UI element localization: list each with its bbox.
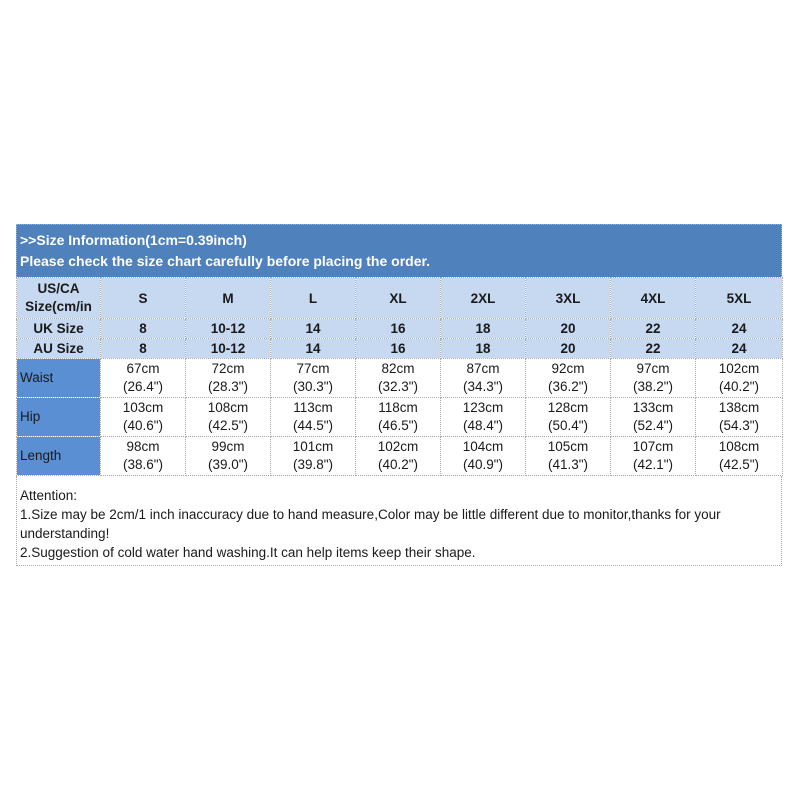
uk-size-cell: 14 [271,319,356,339]
waist-cell [441,359,526,398]
waist-cell [186,359,271,398]
length-cell [441,437,526,476]
au-size-cell: 20 [526,339,611,359]
length-inch: (39.0") [207,457,249,472]
waist-cell [356,359,441,398]
waist-label: Waist [17,359,101,398]
au-size-row [17,339,783,359]
au-size-label: AU Size [17,339,101,359]
hip-inch: (54.3") [718,418,760,433]
hip-inch: (42.5") [207,418,249,433]
length-cell [186,437,271,476]
uk-size-cell: 22 [611,319,696,339]
au-size-cell: 10-12 [186,339,271,359]
size-cell: 3XL [526,278,611,319]
us-size-label-line1: US/CA [37,281,80,296]
hip-cell [441,398,526,437]
length-inch: (38.6") [122,457,164,472]
length-cell [611,437,696,476]
au-size-cell: 8 [101,339,186,359]
size-cell: 2XL [441,278,526,319]
attention-line-1: 1.Size may be 2cm/1 inch inaccuracy due to hand measure,Color may be little different due to monitor,thanks for your understanding! [20,507,721,541]
attention-notes [16,476,782,566]
hip-label: Hip [17,398,101,437]
uk-size-cell: 18 [441,319,526,339]
hip-cell [696,398,783,437]
banner-subtitle: Please check the size chart carefully before placing the order. [20,253,431,269]
waist-cm: 92cm [551,361,585,376]
length-inch: (39.8") [292,457,334,472]
uk-size-cell: 10-12 [186,319,271,339]
size-info-banner [16,224,782,277]
us-size-label [17,278,101,319]
length-cm: 104cm [462,439,504,454]
attention-heading: Attention: [20,488,78,503]
hip-inch: (46.5") [377,418,419,433]
waist-inch: (36.2") [547,379,589,394]
size-cell: S [101,278,186,319]
banner-title: >>Size Information(1cm=0.39inch) [20,232,247,248]
length-inch: (40.9") [462,457,504,472]
hip-inch: (40.6") [122,418,164,433]
waist-cm: 67cm [126,361,160,376]
us-size-label-line2: Size(cm/in [25,299,92,314]
waist-inch: (28.3") [207,379,249,394]
length-cell [356,437,441,476]
length-cell [101,437,186,476]
hip-cell [526,398,611,437]
size-table [16,277,783,476]
hip-cell [356,398,441,437]
hip-cm: 128cm [547,400,589,415]
length-cm: 98cm [126,439,160,454]
length-cm: 101cm [292,439,334,454]
hip-inch: (48.4") [462,418,504,433]
au-size-cell: 16 [356,339,441,359]
waist-inch: (30.3") [292,379,334,394]
length-cell [526,437,611,476]
length-row [17,437,783,476]
au-size-cell: 18 [441,339,526,359]
waist-cm: 97cm [636,361,670,376]
waist-cm: 87cm [466,361,500,376]
size-cell: 5XL [696,278,783,319]
uk-size-row [17,319,783,339]
size-cell: XL [356,278,441,319]
waist-inch: (34.3") [462,379,504,394]
size-cell: M [186,278,271,319]
length-cm: 99cm [211,439,245,454]
uk-size-cell: 24 [696,319,783,339]
hip-cell [186,398,271,437]
length-cm: 102cm [377,439,419,454]
uk-size-label: UK Size [17,319,101,339]
size-cell: L [271,278,356,319]
hip-cm: 138cm [718,400,760,415]
uk-size-cell: 8 [101,319,186,339]
hip-cm: 123cm [462,400,504,415]
hip-cm: 133cm [632,400,674,415]
size-chart [16,224,782,566]
length-inch: (42.1") [632,457,674,472]
length-label: Length [17,437,101,476]
waist-cm: 77cm [296,361,330,376]
hip-cell [611,398,696,437]
au-size-cell: 22 [611,339,696,359]
waist-row [17,359,783,398]
uk-size-cell: 20 [526,319,611,339]
waist-inch: (40.2") [718,379,760,394]
hip-cell [101,398,186,437]
length-cm: 108cm [718,439,760,454]
length-cell [271,437,356,476]
hip-row [17,398,783,437]
hip-cell [271,398,356,437]
waist-inch: (26.4") [122,379,164,394]
length-cm: 105cm [547,439,589,454]
hip-inch: (52.4") [632,418,674,433]
length-inch: (42.5") [718,457,760,472]
waist-cell [271,359,356,398]
au-size-cell: 14 [271,339,356,359]
length-cell [696,437,783,476]
waist-inch: (32.3") [377,379,419,394]
au-size-cell: 24 [696,339,783,359]
hip-cm: 113cm [293,400,333,415]
waist-cell [696,359,783,398]
waist-cell [101,359,186,398]
waist-cell [611,359,696,398]
hip-cm: 118cm [378,400,418,415]
waist-cell [526,359,611,398]
waist-cm: 82cm [381,361,415,376]
length-inch: (41.3") [547,457,589,472]
length-cm: 107cm [632,439,674,454]
us-size-row [17,278,783,319]
hip-cm: 108cm [207,400,249,415]
waist-cm: 72cm [211,361,245,376]
size-cell: 4XL [611,278,696,319]
length-inch: (40.2") [377,457,419,472]
waist-inch: (38.2") [632,379,674,394]
waist-cm: 102cm [718,361,760,376]
hip-inch: (50.4") [547,418,589,433]
uk-size-cell: 16 [356,319,441,339]
hip-inch: (44.5") [292,418,334,433]
hip-cm: 103cm [122,400,164,415]
attention-line-2: 2.Suggestion of cold water hand washing.It can help items keep their shape. [20,545,476,560]
